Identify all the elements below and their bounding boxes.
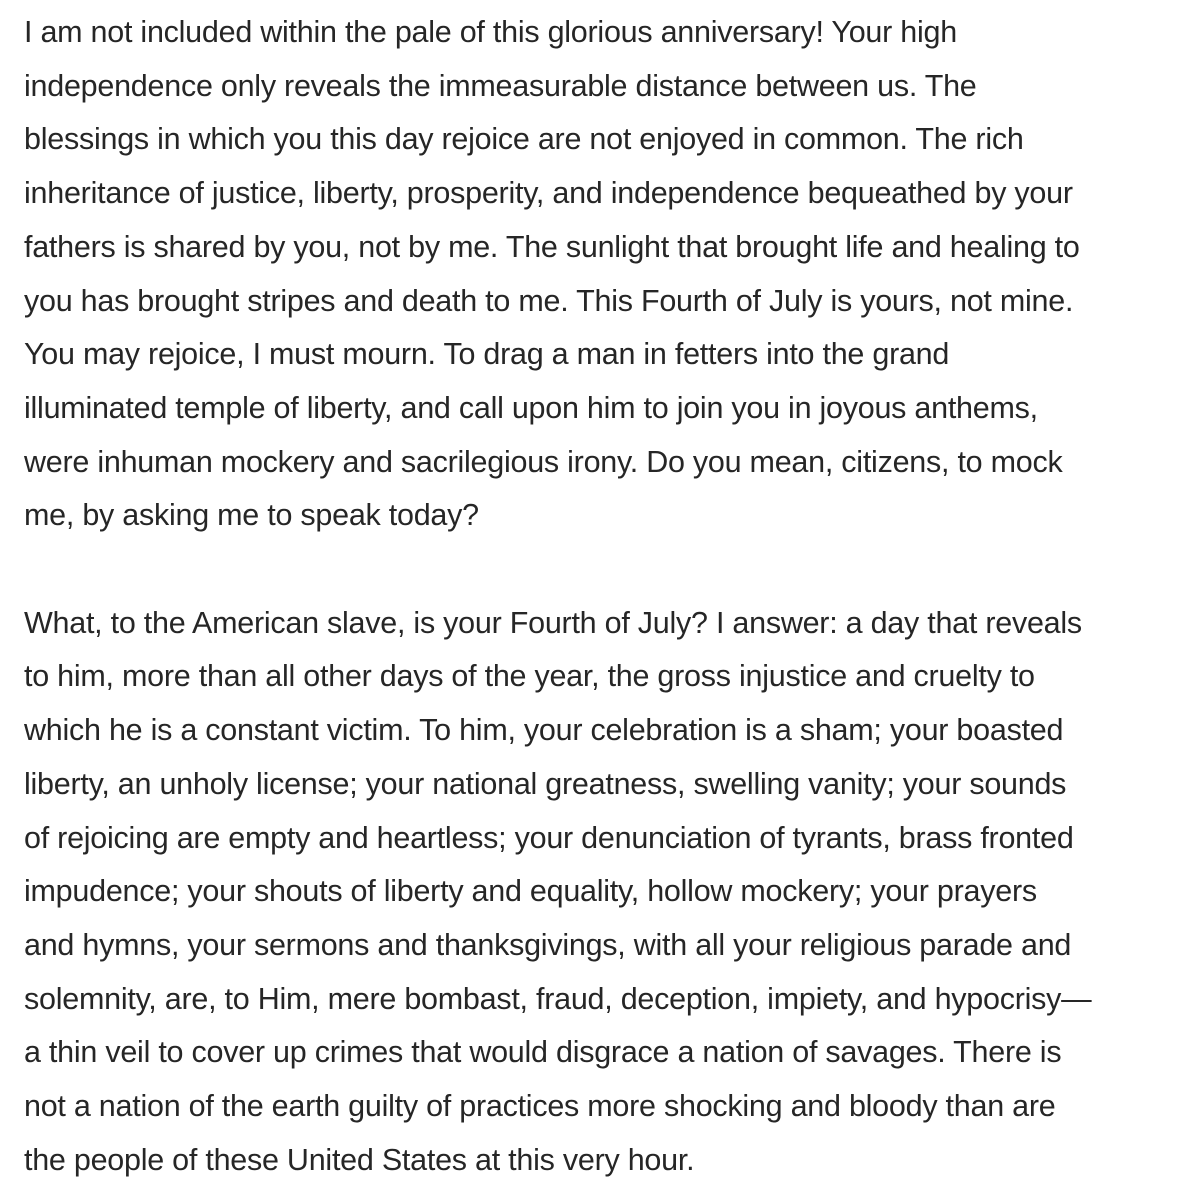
- text-line: a thin veil to cover up crimes that would disgrace a nation of savages. There is: [24, 1035, 1062, 1070]
- text-line: you has brought stripes and death to me. This Fourth of July is yours, not mine.: [24, 283, 1074, 318]
- text-line: were inhuman mockery and sacrilegious irony. Do you mean, citizens, to mock: [24, 444, 1063, 479]
- text-line: illuminated temple of liberty, and call upon him to join you in joyous anthems,: [24, 390, 1038, 425]
- text-line: fathers is shared by you, not by me. The sunlight that brought life and healing to: [24, 229, 1080, 264]
- text-line: which he is a constant victim. To him, your celebration is a sham; your boasted: [24, 713, 1064, 748]
- text-line: blessings in which you this day rejoice are not enjoyed in common. The rich: [24, 122, 1024, 157]
- text-line: the people of these United States at this very hour.: [24, 1142, 695, 1177]
- text-line: solemnity, are, to Him, mere bombast, fraud, deception, impiety, and hypocrisy—: [24, 981, 1092, 1016]
- document-page: [24, 6, 1194, 1187]
- text-line: not a nation of the earth guilty of practices more shocking and bloody than are: [24, 1089, 1056, 1124]
- paragraph-2: [24, 597, 1194, 1188]
- text-line: and hymns, your sermons and thanksgivings, with all your religious parade and: [24, 927, 1072, 962]
- text-line: of rejoicing are empty and heartless; your denunciation of tyrants, brass fronted: [24, 820, 1074, 855]
- text-line: inheritance of justice, liberty, prosperity, and independence bequeathed by your: [24, 176, 1073, 211]
- text-line: What, to the American slave, is your Fourth of July? I answer: a day that reveals: [24, 605, 1082, 640]
- text-line: You may rejoice, I must mourn. To drag a man in fetters into the grand: [24, 337, 950, 372]
- text-line: to him, more than all other days of the year, the gross injustice and cruelty to: [24, 659, 1035, 694]
- text-line: impudence; your shouts of liberty and equality, hollow mockery; your prayers: [24, 874, 1037, 909]
- text-line: I am not included within the pale of this glorious anniversary! Your high: [24, 15, 957, 49]
- text-line: liberty, an unholy license; your national greatness, swelling vanity; your sounds: [24, 766, 1067, 801]
- text-line: me, by asking me to speak today?: [24, 498, 479, 533]
- paragraph-1: [24, 6, 1194, 543]
- text-line: independence only reveals the immeasurable distance between us. The: [24, 68, 977, 103]
